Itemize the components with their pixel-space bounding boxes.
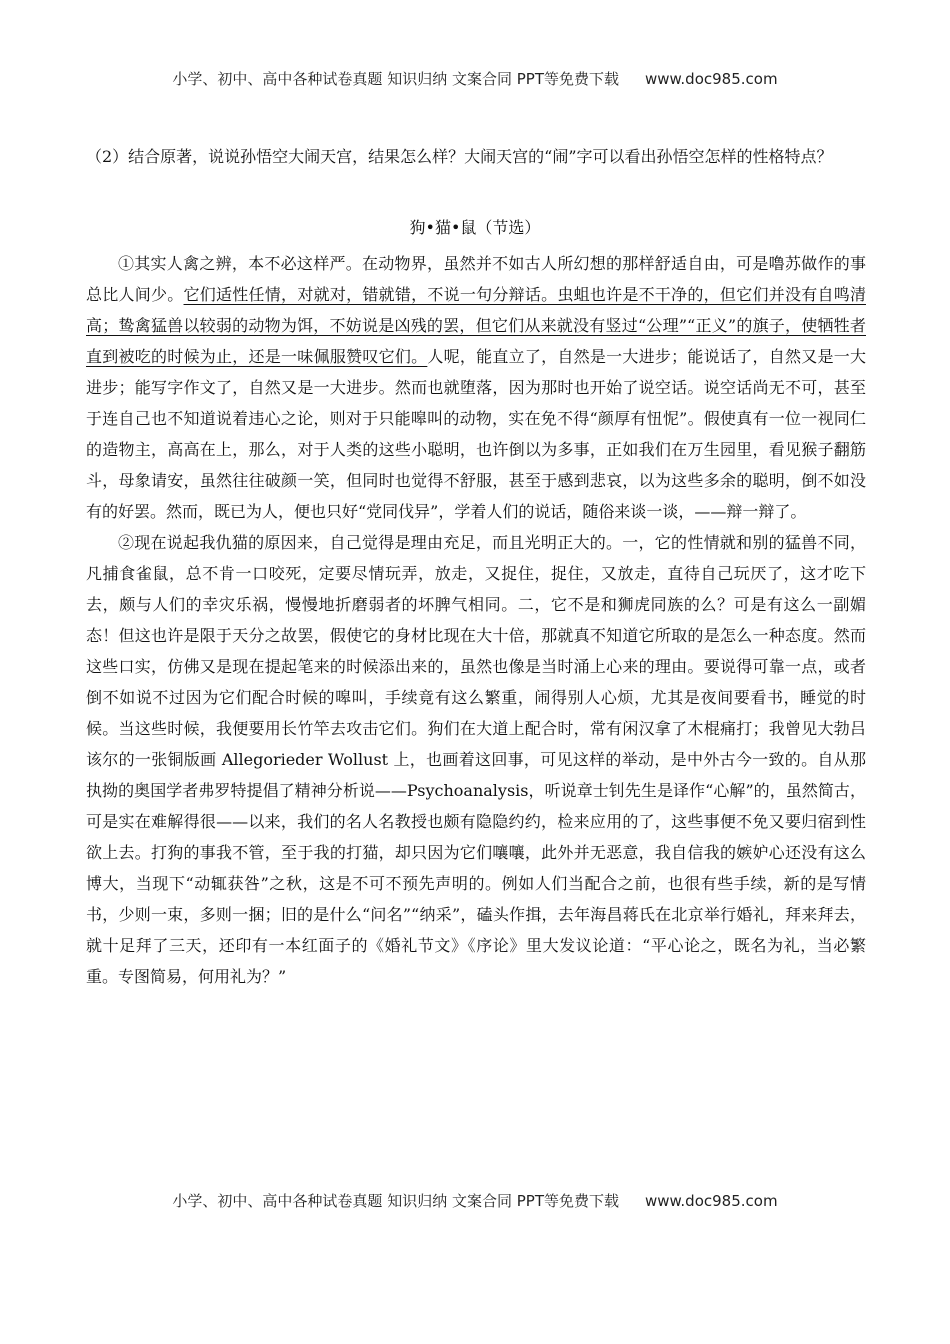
paragraph-1-underlined: 它们适性任情，对就对，错就错，不说一句分辩话。虫蛆也许是不干净的，但它们并没有自鸣清高；鸷禽猛兽以较弱的动物为饵，不妨说是凶残的罢，但它们从来就没有竖过“公理”“正义”的旗子，使牺牲者直到被吃的时候为止，还是一味佩服赞叹它们。 [86, 285, 866, 366]
page-header [0, 68, 950, 89]
question-text: （2）结合原著，说说孙悟空大闹天宫，结果怎么样？大闹天宫的“闹”字可以看出孙悟空怎样的性格特点？ [86, 147, 833, 166]
header-text: 小学、初中、高中各种试卷真题 知识归纳 文案合同 PPT等免费下载 [172, 70, 619, 88]
footer-url-link[interactable]: www.doc985.com [644, 1192, 778, 1210]
paragraph-2: ②现在说起我仇猫的原因来，自己觉得是理由充足，而且光明正大的。一，它的性情就和别的猛兽不同，凡捕食雀鼠，总不肯一口咬死，定要尽情玩弄，放走，又捉住，捉住，又放走，直待自己玩厌了，这才吃下去，颇与人们的幸灾乐祸，慢慢地折磨弱者的坏脾气相同。二，它不是和狮虎同族的么？可是有这么一副媚态！但这也许是限于天分之故罢，假使它的身材比现在大十倍，那就真不知道它所取的是怎么一种态度。然而这些口实，仿佛又是现在提起笔来的时候添出来的，虽然也像是当时涌上心来的理由。要说得可靠一点，或者倒不如说不过因为它们配合时候的嗥叫，手续竟有这么繁重，闹得别人心烦，尤其是夜间要看书，睡觉的时候。当这些时候，我便要用长竹竿去攻击它们。狗们在大道上配合时，常有闲汉拿了木棍痛打；我曾见大勃吕该尔的一张铜版画 Allegorieder Wollust 上，也画着这回事，可见这样的举动，是中外古今一致的。自从那执拗的奥国学者弗罗特提倡了精神分析说——Psychoanalysis，听说章士钊先生是译作“心解”的，虽然简古，可是实在难解得很——以来，我们的名人名教授也颇有隐隐约约，检来应用的了，这些事便不免又要归宿到性欲上去。打狗的事我不管，至于我的打猫，却只因为它们嚷嚷，此外并无恶意，我自信我的嫉妒心还没有这么博大，当现下“动辄获咎”之秋，这是不可不预先声明的。例如人们当配合之前，也很有些手续，新的是写情书，少则一束，多则一捆；旧的是什么“问名”“纳采”，磕头作揖，去年海昌蒋氏在北京举行婚礼，拜来拜去，就十足拜了三天，还印有一本红面子的《婚礼节文》《序论》里大发议论道：“平心论之，既名为礼，当必繁重。专图简易，何用礼为？” [86, 533, 866, 986]
essay-body [86, 248, 866, 992]
essay-title: 狗•猫•鼠（节选） [409, 218, 541, 237]
footer-text: 小学、初中、高中各种试卷真题 知识归纳 文案合同 PPT等免费下载 [172, 1192, 619, 1210]
page-footer [0, 1190, 950, 1211]
paragraph-1-rest: 人呢，能直立了，自然是一大进步；能说话了，自然又是一大进步；能写字作文了，自然又是一大进步。然而也就堕落，因为那时也开始了说空话。说空话尚无不可，甚至于连自己也不知道说着违心之论，则对于只能嗥叫的动物，实在免不得“颜厚有忸怩”。假使真有一位一视同仁的造物主，高高在上，那么，对于人类的这些小聪明，也许倒以为多事，正如我们在万生园里，看见猴子翻筋斗，母象请安，虽然往往破颜一笑，但同时也觉得不舒服，甚至于感到悲哀，以为这些多余的聪明，倒不如没有的好罢。然而，既已为人，便也只好“党同伐异”，学着人们的说话，随俗来谈一谈，——辩一辩了。 [86, 347, 866, 521]
paragraph-1 [86, 248, 866, 527]
paragraph-1-intro: ①其实人禽之辨，本不必这样严。在动物界，虽然并不如古人所幻想的那样舒适自由，可是噜苏做作的事总比人间少。 [86, 254, 866, 304]
header-url-link[interactable]: www.doc985.com [644, 70, 778, 88]
